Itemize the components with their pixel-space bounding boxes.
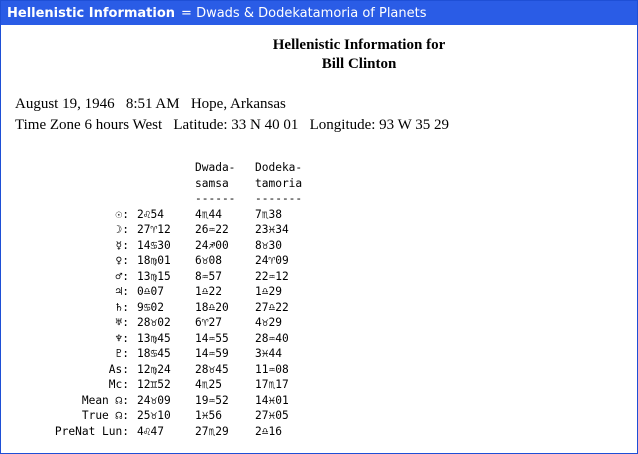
dwadasamsa-position: 6♉08	[195, 254, 222, 267]
dodekatamoria-position: 7♏38	[255, 207, 282, 221]
table-row	[41, 331, 311, 347]
dodekatamoria-position: 23♓34	[255, 223, 289, 236]
dwadasamsa-position: 8♒57	[195, 269, 222, 283]
point-label: As:	[108, 362, 129, 376]
table-row	[41, 269, 311, 285]
natal-position: 18♍01	[137, 254, 171, 267]
natal-position: 12♊52	[137, 378, 171, 391]
point-label: ♅:	[115, 316, 129, 329]
point-label: ☿:	[115, 238, 129, 252]
natal-position: 9♋02	[137, 300, 164, 314]
natal-position: 13♍45	[137, 331, 171, 345]
dodekatamoria-position: 2♎16	[255, 424, 282, 438]
natal-position: 14♋30	[137, 238, 171, 252]
dodekatamoria-position: 28♒40	[255, 331, 289, 345]
dwadasamsa-position: 4♏44	[195, 207, 222, 221]
window-title: Hellenistic Information	[7, 5, 176, 21]
natal-position: 0♎07	[137, 285, 164, 298]
point-label: ♄:	[115, 300, 129, 314]
natal-position: 27♈12	[137, 223, 171, 236]
table-row	[41, 253, 311, 269]
table-row	[41, 207, 311, 223]
dodekatamoria-position: 4♉29	[255, 316, 282, 329]
point-label: ♂:	[115, 269, 129, 283]
window-subtitle: = Dwads & Dodekatamoria of Planets	[181, 5, 427, 21]
dwadasamsa-position: 4♏25	[195, 378, 222, 391]
point-label: ☽:	[115, 223, 129, 236]
natal-position: 24♉09	[137, 393, 171, 407]
birth-info	[15, 94, 449, 136]
natal-position: 25♉10	[137, 409, 171, 422]
dodekatamoria-position: 14♓01	[255, 393, 289, 407]
table-row	[41, 238, 311, 254]
point-label: ♃:	[115, 285, 129, 298]
col-header-dwadasamsa-rule: ------	[195, 192, 236, 205]
dwadasamsa-position: 26♒22	[195, 223, 229, 236]
birth-date-line: August 19, 1946 8:51 AM Hope, Arkansas	[15, 96, 286, 112]
point-label: Mean ☊:	[81, 393, 129, 407]
dodekatamoria-position: 24♈09	[255, 254, 289, 267]
dodekatamoria-position: 1♎29	[255, 285, 282, 298]
dodekatamoria-position: 3♓44	[255, 347, 282, 360]
window-titlebar[interactable]	[1, 1, 637, 25]
col-header-dodekatamoria-2: tamoria	[255, 176, 303, 190]
dodekatamoria-position: 27♓05	[255, 409, 289, 422]
dwadasamsa-position: 28♉45	[195, 362, 229, 376]
table-header-row-1	[41, 160, 311, 176]
natal-position: 18♋45	[137, 347, 171, 360]
point-label: ☉:	[115, 207, 129, 221]
dodekatamoria-position: 22♒12	[255, 269, 289, 283]
dodekatamoria-position: 8♉30	[255, 238, 282, 252]
col-header-dwadasamsa-2: samsa	[195, 176, 229, 190]
table-header-row-2	[41, 176, 311, 192]
dwadasamsa-position: 14♒55	[195, 331, 229, 345]
table-row	[41, 393, 311, 409]
dodekatamoria-position: 17♏17	[255, 378, 289, 391]
dwadasamsa-position: 14♒59	[195, 347, 229, 360]
dwadasamsa-position: 18♎20	[195, 300, 229, 314]
table-row	[41, 377, 311, 393]
col-header-dwadasamsa-1: Dwada-	[195, 161, 236, 174]
table-row	[41, 222, 311, 238]
table-row	[41, 424, 311, 440]
dodekatamoria-position: 11♒08	[255, 362, 289, 376]
natal-position: 2♌54	[137, 207, 164, 221]
point-label: True ☊:	[81, 409, 129, 422]
point-label: ♆:	[115, 331, 129, 345]
table-row	[41, 315, 311, 331]
dwadasamsa-position: 19♒52	[195, 393, 229, 407]
table-body	[41, 207, 311, 440]
report-heading	[1, 36, 637, 74]
natal-position: 4♌47	[137, 424, 164, 438]
dwad-dodekatamoria-table	[41, 160, 311, 439]
dodekatamoria-position: 27♎22	[255, 300, 289, 314]
timezone-line: Time Zone 6 hours West Latitude: 33 N 40 01 Longitude: 93 W 35 29	[15, 117, 450, 133]
dwadasamsa-position: 27♏29	[195, 424, 229, 438]
dwadasamsa-position: 1♓56	[195, 409, 222, 422]
table-row	[41, 300, 311, 316]
col-header-dodekatamoria-rule: -------	[255, 192, 303, 205]
point-label: ♇:	[115, 347, 129, 360]
natal-position: 13♍15	[137, 269, 171, 283]
table-row	[41, 346, 311, 362]
dwadasamsa-position: 1♎22	[195, 285, 222, 298]
dwadasamsa-position: 6♈27	[195, 316, 222, 329]
heading-line-1: Hellenistic Information for	[272, 37, 446, 53]
table-row	[41, 284, 311, 300]
table-header-rule	[41, 191, 311, 207]
table-row	[41, 408, 311, 424]
natal-position: 12♍24	[137, 362, 171, 376]
heading-name: Bill Clinton	[321, 56, 397, 72]
point-label: PreNat Lun:	[54, 424, 129, 438]
report-content	[1, 26, 637, 453]
dwadasamsa-position: 24♐00	[195, 238, 229, 252]
table-row	[41, 362, 311, 378]
col-header-dodekatamoria-1: Dodeka-	[255, 161, 303, 174]
point-label: Mc:	[108, 378, 129, 391]
natal-position: 28♉02	[137, 316, 171, 329]
point-label: ♀:	[115, 254, 129, 267]
